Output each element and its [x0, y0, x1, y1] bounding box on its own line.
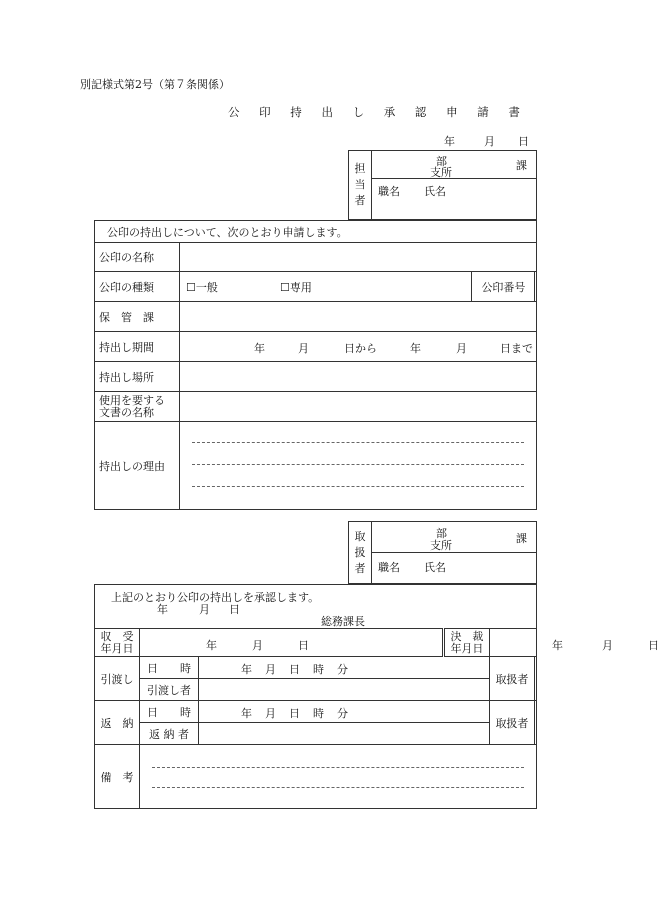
period-m2: 月 [456, 342, 467, 355]
kessai-date-input[interactable] [489, 629, 659, 657]
label-seal-name [95, 243, 180, 272]
henno-toriatsukai-input[interactable] [534, 701, 536, 745]
tori-char-1: 取 [354, 529, 366, 543]
tori-bu: 部 [436, 527, 447, 540]
form-label: 別記様式第2号（第７条関係） [80, 78, 230, 91]
hn-d: 日 [289, 707, 300, 720]
biko-text: 備 考 [100, 770, 134, 784]
hw-y: 年 [241, 663, 252, 676]
toriatsukai-label [349, 522, 372, 584]
approval-table [94, 584, 659, 809]
juju-label-1: 収 受 [100, 629, 134, 643]
hw-min: 分 [337, 663, 348, 676]
kessai-label-2: 年月日 [450, 641, 484, 655]
period-input[interactable] [180, 332, 537, 362]
approval-text: 上記のとおり公印の持出しを承認します。 [111, 591, 320, 604]
henno-text: 返 納 [100, 716, 134, 730]
hikiwatashisha-text: 引渡し者 [147, 683, 191, 697]
approval-month: 月 [199, 603, 210, 616]
hikiwatashi-label [95, 657, 140, 701]
seal-name-label: 公印の名称 [99, 251, 154, 264]
biko-line-1 [152, 767, 524, 768]
biko-line-2 [152, 787, 524, 788]
tanto-label [349, 151, 372, 220]
tanto-shimei: 氏名 [424, 185, 446, 198]
tori-shimei: 氏名 [424, 561, 446, 574]
hw-h: 時 [313, 663, 324, 676]
tanto-ka: 課 [516, 159, 527, 172]
juju-month: 月 [252, 639, 263, 652]
henno-datetime-input[interactable] [199, 701, 490, 723]
juju-day: 日 [298, 639, 309, 652]
label-reason [95, 422, 180, 510]
period-label: 持出し期間 [99, 340, 154, 354]
hw-d: 日 [289, 663, 300, 676]
tori-name-cell[interactable] [372, 553, 537, 584]
hikiwatashi-text: 引渡し [100, 672, 134, 686]
date-year: 年 [444, 135, 455, 148]
seal-number-input[interactable] [535, 272, 537, 302]
approval-day: 日 [229, 603, 240, 616]
biko-input[interactable] [140, 745, 537, 809]
reason-line-2 [192, 464, 524, 465]
hn-min: 分 [337, 707, 348, 720]
docs-input[interactable] [180, 392, 537, 422]
label-period [95, 332, 180, 362]
tanto-shisho: 支所 [430, 166, 452, 179]
tanto-box [348, 150, 537, 220]
hikiwatashisha-label [140, 679, 199, 701]
juju-label [95, 629, 140, 657]
tanto-char-3: 者 [354, 194, 366, 207]
kessai-label-1: 決 裁 [450, 629, 484, 643]
tori-ka: 課 [516, 532, 527, 545]
henno-label [95, 701, 140, 745]
toriatsukaisha-text-2: 取扱者 [495, 716, 529, 730]
date-month: 月 [484, 135, 495, 148]
application-intro: 公印の持出しについて、次のとおり申請します。 [107, 225, 348, 239]
seal-type-label: 公印の種類 [99, 280, 154, 294]
approval-year: 年 [157, 603, 168, 616]
tori-char-2: 扱 [354, 545, 366, 559]
docs-label-2: 文書の名称 [99, 405, 154, 419]
juju-label-2: 年月日 [100, 641, 134, 655]
hennosha-label [140, 723, 199, 745]
type-general-checkbox[interactable]: ☐一般 [186, 281, 218, 294]
period-d1: 日から [344, 342, 377, 355]
place-input[interactable] [180, 362, 537, 392]
reason-label: 持出しの理由 [99, 459, 165, 473]
label-hokan [95, 302, 180, 332]
kessai-year: 年 [551, 639, 563, 652]
place-label: 持出し場所 [99, 370, 154, 384]
seal-name-input[interactable] [180, 243, 537, 272]
chief-title: 総務課長 [321, 615, 365, 628]
hn-h: 時 [313, 707, 324, 720]
nichiji-text-1: 日 時 [147, 661, 191, 675]
type-exclusive-checkbox[interactable]: ☐専用 [280, 281, 312, 294]
tori-shokumei: 職名 [378, 561, 400, 574]
tanto-name-cell[interactable] [372, 179, 537, 220]
tanto-dept-cell[interactable] [372, 151, 537, 179]
toriatsukaisha-text-1: 取扱者 [495, 672, 529, 686]
period-d2: 日まで [500, 342, 533, 355]
hokan-input[interactable] [180, 302, 537, 332]
tanto-bu: 部 [436, 155, 447, 168]
application-table [94, 220, 537, 510]
date-line [444, 133, 534, 149]
period-y2: 年 [410, 342, 421, 355]
hennosha-text: 返 納 者 [149, 727, 189, 741]
hennosha-input[interactable] [199, 723, 490, 745]
henno-toriatsukai-label [489, 701, 534, 745]
period-m1: 月 [298, 342, 309, 355]
approval-statement-cell [95, 585, 537, 629]
reason-line-1 [192, 442, 524, 443]
hikiwatashi-toriatsukai-input[interactable] [534, 657, 536, 701]
reason-line-3 [192, 486, 524, 487]
hikiwatashisha-input[interactable] [199, 679, 490, 701]
tanto-char-1: 担 [354, 162, 366, 175]
tanto-shokumei: 職名 [378, 185, 400, 198]
tori-char-3: 者 [354, 561, 366, 575]
nichiji-text-2: 日 時 [147, 705, 191, 719]
kessai-day: 日 [647, 639, 659, 652]
hikiwatashi-toriatsukai-label [489, 657, 534, 701]
seal-number-label: 公印番号 [481, 280, 526, 294]
intro-cell [95, 221, 537, 243]
juju-date-input[interactable] [140, 629, 444, 657]
date-day: 日 [518, 135, 529, 148]
label-seal-type [95, 272, 180, 302]
hw-m: 月 [265, 663, 276, 676]
hikiwatashi-nichiji-label [140, 657, 199, 679]
tori-dept-cell[interactable] [372, 522, 537, 553]
label-docs [95, 392, 180, 422]
tanto-char-2: 当 [354, 178, 366, 191]
toriatsukai-box [348, 521, 537, 584]
hn-y: 年 [241, 707, 252, 720]
label-seal-number [472, 272, 535, 302]
hikiwatashi-datetime-input[interactable] [199, 657, 490, 679]
hokan-label: 保 管 課 [99, 310, 154, 324]
kessai-label [443, 629, 489, 657]
seal-type-options [180, 272, 472, 302]
tori-shisho: 支所 [430, 539, 452, 552]
period-y1: 年 [254, 342, 265, 355]
page-title: 公 印 持 出 し 承 認 申 請 書 [228, 105, 528, 119]
henno-nichiji-label [140, 701, 199, 723]
biko-label [95, 745, 140, 809]
kessai-month: 月 [601, 639, 613, 652]
label-place [95, 362, 180, 392]
docs-label-1: 使用を要する [99, 393, 165, 407]
reason-input[interactable] [180, 422, 537, 510]
juju-year: 年 [206, 639, 217, 652]
hn-m: 月 [265, 707, 276, 720]
